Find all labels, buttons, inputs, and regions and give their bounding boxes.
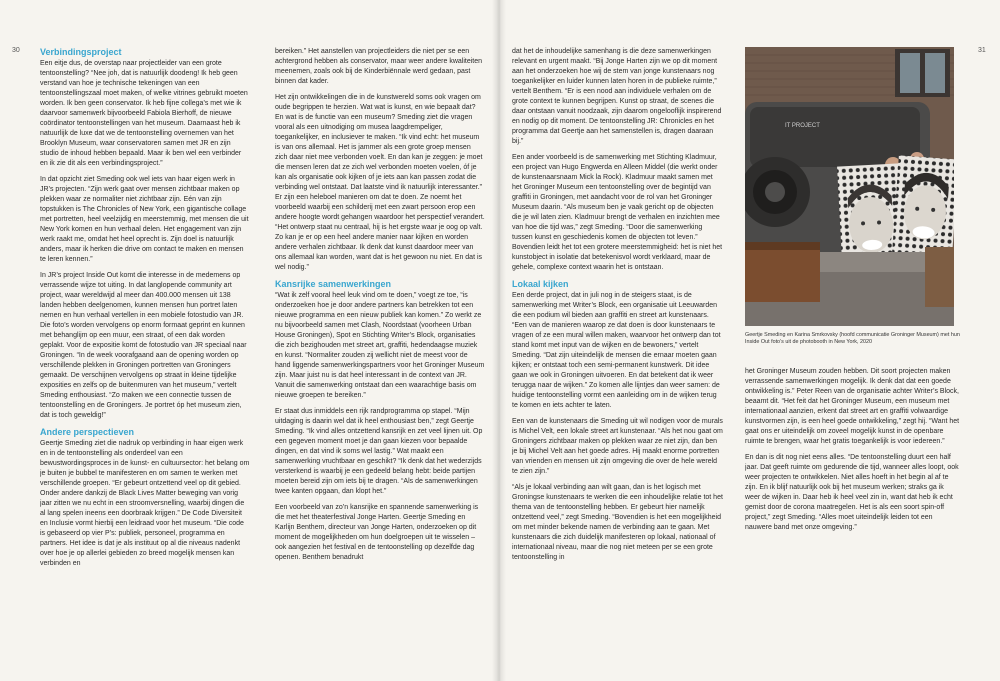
- heading-andere-perspectieven: Andere perspectieven: [40, 427, 135, 437]
- column-3: [512, 47, 724, 677]
- paragraph: En dan is dit nog niet eens alles. “De tentoonstelling duurt een half jaar. Dat geeft ruimte om gedurende die tijd, wanneer alles loopt, ook weer projecten te ontwikkelen. Niet alles hoeft in het begin al af te zijn. En ik blijf natuurlijk ook bij het museum werken; straks ga ik weer de wijken in. Daar heb ik heel veel zin in, want dat heb ik echt gemist door de corona maatregelen. Het is als een soort spin-off project,” zegt Smeding. “Alles moet uiteindelijk leiden tot een nauwere band met onze omgeving.”: [745, 454, 959, 531]
- column-2: [275, 47, 485, 677]
- bus-text: IT PROJECT: [785, 123, 820, 129]
- column-4: [745, 367, 960, 677]
- heading-lokaal-kijken: Lokaal kijken: [512, 279, 569, 289]
- heading-kansrijke-samenwerkingen: Kansrijke samenwerkingen: [275, 279, 392, 289]
- paragraph: Een voorbeeld van zo’n kansrijke en spannende samenwerking is die met het theaterfestival Jonge Harten. Geertje Smeding en Karlijn Benthem, directeur van Jonge Harten, onderzoeken op dit moment de mogelijkheden om hun doelgroepen uit te wisselen – ook aangezien het festival en de tentoonstelling op dezelfde dag openen. Benthem benadrukt: [275, 504, 479, 561]
- paragraph: “Wat ik zelf vooral heel leuk vind om te doen,” voegt ze toe, “is onderzoeken hoe je door andere partners kan betrekken tot een nieuwe programma en een nieuw publiek kan komen.” Zo werkt ze nu bijvoorbeeld samen met Clash, Noordstaat (voorheen Urban House Groningen), Spot en Stichting Writer’s Block, organisaties die zich bezighouden met street art, graffiti, hedendaagse muziek en kunst. “Normaliter zouden zij wellicht niet de meest voor de hand liggende samenwerkingspartners voor het Groninger Museum zijn. Maar juist nu is dat heel interessant in de context van JR. Vanuit die samenwerking ontstaat dan een waarachtige basis om nieuwe groepen te bereiken.”: [275, 292, 485, 399]
- photo-inside-out-portraits: [745, 47, 954, 326]
- column-1: [40, 47, 250, 677]
- photo-caption: Geertje Smeding en Karina Smrkovsky (hoofd communicatie Groninger Museum) met hun Inside Out foto’s uit de photobooth in New York, 2020: [745, 332, 960, 345]
- paragraph: Er staat dus inmiddels een rijk randprogramma op stapel. “Mijn uitdaging is daarin wel dat ik heel enthousiast ben,” zegt Geertje Smeding. “Ik vind alles ontzettend kansrijk en zet veel lijnen uit. Op een gegeven moment moet je dan gaan kiezen voor bepaalde dingen, en dat vind ik soms wel lastig.” Wat maakt een samenwerking vruchtbaar en geschikt? “Ik denk dat het wederzijds versterkend is waarbij je een gedeeld belang hebt: beide partijen moeten bereid zijn om iets bij te dragen. “Als de samenwerkingen twee kanten opgaan, dan klopt het.”: [275, 408, 483, 495]
- paragraph: Het zijn ontwikkelingen die in de kunstwereld soms ook vragen om oude begrippen te herzien. Wat wat is kunst, en wie bepaalt dat? En wat is de functie van een museum? Smeding ziet die vragen vooral als een uitnodiging om musea laagdrempeliger, toegankelijker, en inclusiever te maken. “Ik vind echt: het museum is van ons allemaal. Het is jammer als een grote groep mensen zich daar niet mee verbonden voelt. En dan kan je zeggen: je moet die mensen leren dat ze zich wel verbonden moeten voelen, óf je kan als organisatie ook kijken of je iets aan kan passen zodat die verbinding wel ontstaat. Dat laatste vind ik natuurlijk interessanter.” Er zijn een heleboel manieren om dat te doen. Ze noemt het voorbeeld waarbij een schilderij met een zwart persoon erop een andere hoogte wordt gehangen waardoor het perspectief verandert. “Het ontwerp staat nu centraal, hij is het ergste waar je oog op valt. Zo kan je er op een heel andere manier naar kijken en worden andere verhalen zichtbaar. Ik denk dat kunst daardoor meer van ons allemaal kan worden, want dat is het gewoon nu niet. En dat is wel nodig.”: [275, 94, 485, 271]
- paragraph: het Groninger Museum zouden hebben. Dit soort projecten maken verrassende samenwerkingen mogelijk. Ik denk dat dat een goede ontwikkeling is.” Peter Reen van de organisatie achter Writer’s Block, beaamt dit. “Het feit dat het Groninger Museum, een museum met internationaal aanzien, erkent dat street art en graffiti volwaardige kunstvormen zijn, is een heel goede ontwikkeling,” zegt hij. “Want het gaat ons er uiteindelijk om zoveel mogelijk kunst in de openbare ruimte te brengen, waar het gratis toegankelijk is voor iedereen.”: [745, 368, 960, 445]
- paragraph: Een van de kunstenaars die Smeding uit wil nodigen voor de murals is Michel Velt, een lokale street art kunstenaar. “Als het nou gaat om Groningers zichtbaar maken op plekken waar ze niet zijn, dan ben je bij Michel Velt aan het goede adres. Hij maakt enorme portretten van vrienden en mensen uit zijn omgeving die over de hele wereld te zien zijn.”: [512, 418, 723, 475]
- paragraph: dat het de inhoudelijke samenhang is die deze samenwerkingen relevant en urgent maakt. “Bij Jonge Harten zijn we op dit moment aan het onderzoeken hoe wij de stem van jonge kunstenaars nog toegankelijker en luider kunnen laten horen in de publieke ruimte,” vertelt Benthem. “Er is een nood aan individuele verhalen om de grote context te kunnen begrijpen. Kunst op straat, de scenes die daar ontstaan vanuit noodzaak, zijn daarom ongelooflijk inspirerend en nodig op dit moment. De tentoonstelling JR: Chronicles en het programma dat Geertje aan het samenstellen is, dragen daaraan bij.”: [512, 48, 722, 145]
- page-gutter: [492, 0, 506, 681]
- paragraph: Een ander voorbeeld is de samenwerking met Stichting Kladmuur, een project van Hugo Engwerda en Alleen Middel (die werkt onder de kunstenaarsnaam Mick la Rock). Kladmuur maakt samen met het Groninger Museum een tentoonstelling over de begintijd van graffiti in Groningen, met aandacht voor de rol van het Groninger Museum daarin. “Als museum ben je vaak gericht op de objecten die je wil laten zien. Kladmuur brengt de verhalen en inzichten mee van hoe die tijd was,” zegt Smeding. “Door die samenwerking tussen kunst en geschiedenis komen de objecten tot leven.” Bovendien leidt het tot een grotere meerstemmigheid: het is niet het kunstobject in isolatie dat betekenisvol wordt verklaard, maar de gehele, complexe context waarin het is ontstaan.: [512, 154, 723, 271]
- paragraph: Een derde project, dat in juli nog in de steigers staat, is de samenwerking met Writer’s Block, een organisatie uit Leeuwarden die een podium wil bieden aan graffiti en street art kunstenaars. “Een van de manieren waarop ze dat doen is door kunstenaars te vragen of ze een mural willen maken, waarvoor het ontwerp dan tot stand komt met input van de wijken en de bewoners,” vertelt Smeding. “Dat zijn uiteindelijk de mensen die ernaar moeten gaan kijken; er ontstaat toch een semi-permanent kunstwerk. Dit idee gaan we ook in Groningen uitvoeren. En dat betekent dat ik weer terugga naar de wijken.” Zo komen alle lijntjes dan weer samen: de huidige tentoonstelling vormt een aanleiding om in de wijken terug te komen en iets achter te laten.: [512, 292, 721, 409]
- paragraph: Geertje Smeding ziet die nadruk op verbinding in haar eigen werk en in de tentoonstelling als onderdeel van een bewustwordingsproces in de kunst- en cultuursector: het belang om je buiten je bubbel te manifesteren en om samen te werken met verschillende groepen. “Er gebeurt ontzettend veel op dit gebied. Onder andere dankzij de Black Lives Matter beweging van vorig jaar zitten we nu echt in een stroomversnelling, waarbij dingen die al lang spelen ineens een doorbraak krijgen.” De Code Diversiteit en Inclusie vormt hierbij een leidraad voor het museum. “Die code is gebaseerd op vier P’s: publiek, personeel, programma en partners. Het idee is dat je als instituut op al die niveaus nadenkt over hoe je op allerlei gebieden zo breed mogelijk mensen kan verbinden en: [40, 440, 250, 567]
- page-number-right: 31: [978, 47, 986, 54]
- paragraph: Een eitje dus, de overstap naar projectleider van een grote tentoonstelling? “Nee joh, dat is natuurlijk doodeng! Ik heb geen verstand van hoe je technische tekeningen van een tentoonstellingszaal moet maken, of welke vitrines gebruikt moeten worden. Ik ben geen conservator. Ik heb fijne collega’s met wie ik daarvoor samenwerk bijvoorbeeld Fabiola Bierhoff, de nieuwe coördinator tentoonstellingen van het museum. Daarnaast heb ik natuurlijk de luxe dat we de tentoonstelling overnemen van het Brooklyn Museum, waar conservatoren samen met JR en zijn studio de inhoud hebben bepaald. Maar ik ben wel een verbinder en ik zie dit als een verbindingsproject.”: [40, 60, 248, 167]
- heading-verbindingsproject: Verbindingsproject: [40, 47, 122, 57]
- page-number-left: 30: [12, 47, 20, 54]
- paragraph: “Als je lokaal verbinding aan wilt gaan, dan is het logisch met Groningse kunstenaars te werken die een inhoudelijke relatie tot het thema van de tentoonstelling hebben. Er gebeurt hier namelijk ontzettend veel,” zegt Smeding. “Bovendien is het een mogelijkheid om met minder bekende namen de verbinding aan te gaan. Met kunstenaars die zich duidelijk manifesteren op lokaal, nationaal of internationaal niveau, maar die nog niet meteen per se een grote tentoonstelling in: [512, 484, 723, 561]
- photo-illustration: [745, 47, 954, 326]
- paragraph: bereiken.” Het aanstellen van projectleiders die niet per se een achtergrond hebben als conservator, maar weer andere kwaliteiten meenemen, zoals ook bij de Kinderbiënnale werd gedaan, past binnen dat kader.: [275, 48, 483, 85]
- paragraph: In dat opzicht ziet Smeding ook wel iets van haar eigen werk in JR’s projecten. “Zijn werk gaat over mensen zichtbaar maken op plekken waar ze normaliter niet zichtbaar zijn. Eén van zijn topstukken is The Chronicles of New York, een gigantische collage met portretten, heel veelzijdig en meerstemmig, met mensen die uit New York komen en hun verhaal delen. Het engagement van zijn werk raakt me, omdat het heel oprecht is. Zijn doel is natuurlijk anders, maar ik herken die drive om contact te maken en mensen te leren kennen.”: [40, 176, 249, 263]
- paragraph: In JR’s project Inside Out komt die interesse in de medemens op verrassende wijze tot uiting. In dat langlopende community art project, waar wereldwijd al meer dan 400.000 mensen uit 138 landen hebben deelgenomen, kunnen mensen hun portret laten nemen en hun verhaal vertellen in een mobiele fotostudio van JR. Die foto’s worden vervolgens op enorm formaat geprint en kunnen met behanglijm op een muur, een straat, of een dak worden geplakt. Voor de expositie komt de fotostudio van JR speciaal naar Groningen. “In de week voorafgaand aan de opening worden op verschillende plekken in Groningen portretten van Groningers gemaakt. De verschijnen vervolgens op straat in kleine tijdelijke exposities en zelfs op de buitenmuren van het museum,” vertelt Smeding enthousiast. “Zo maken we een connectie tussen de tentoonstelling en de Groningers. Je portret óp het museum zien, dat is toch geweldig!”: [40, 272, 247, 419]
